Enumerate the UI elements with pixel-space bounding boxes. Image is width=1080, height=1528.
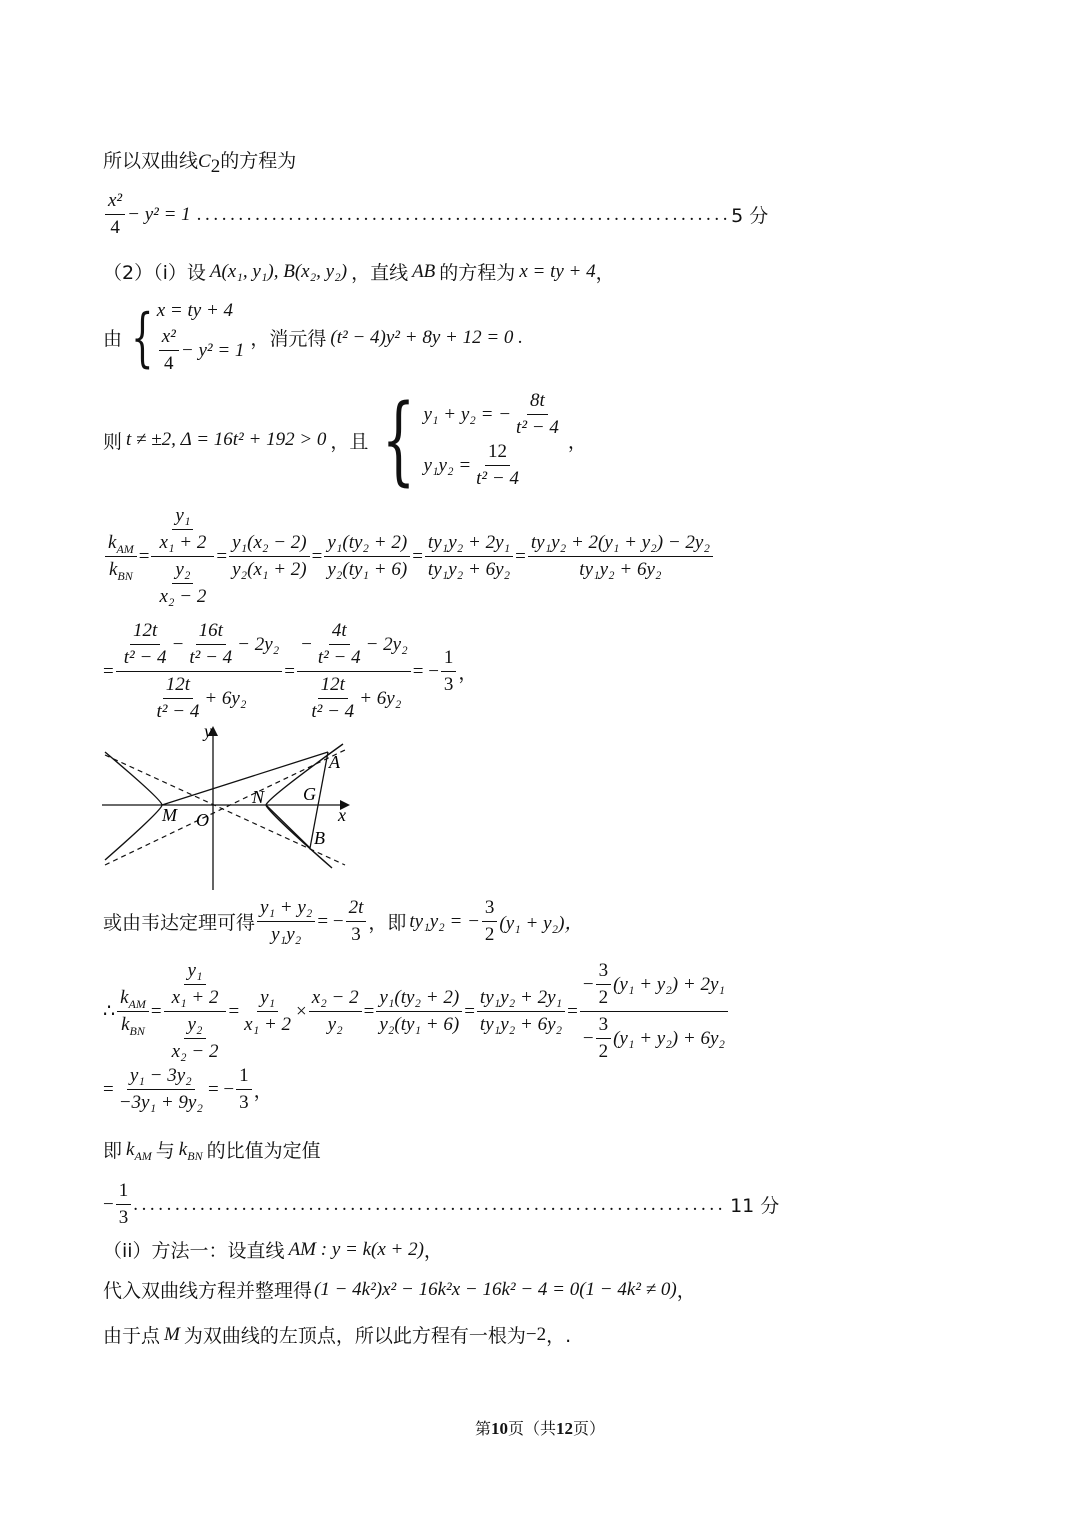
you-text: 由	[103, 328, 123, 350]
sys2-den: 4	[164, 353, 174, 374]
qie-text: ，且	[330, 430, 369, 453]
final-value-line: − $\frac{1}{3}$ ....................................................................... 11 分	[103, 1180, 780, 1228]
elim-text: ，消元得	[250, 328, 327, 350]
ratio-row-2: = $\frac{12t}{\text{t² − 4}}$ − $\frac{16t}{\text{t² − 4}}$ − 2y₂ $\frac{12t}{\text{t² − 4}}$ + 6y₂ = − $\frac{4t}{\text{t² − 4}}$ − 2y₂ $\frac{12t}{\text{t² − 4}}$ + 6y₂ = − $\frac{1}{3}$ ，	[103, 620, 478, 722]
page-number: 10	[490, 1419, 508, 1438]
vieta2-left: y₁y₂ =	[423, 454, 472, 476]
ratio-row-4: = $\frac{\text{y₁ − 3y₂}}{\text{−3y₁ + 9y₂}}$ = − $\frac{1}{3}$ ，	[103, 1065, 273, 1113]
label-y: y	[204, 721, 212, 741]
part2-mid: ，直线	[351, 262, 409, 284]
ii-text: （ii）方法一：设直线	[103, 1240, 285, 1262]
intro-text: 所以双曲线	[103, 150, 199, 172]
vieta1-den: t² − 4	[516, 417, 559, 438]
part2-points: A(x₁, y₁), B(x₂, y₂)	[209, 260, 348, 282]
elim-eq: (t² − 4)y² + 8y + 12 = 0 .	[330, 326, 523, 348]
ratio-row-1: $\frac{k_{AM}}{k_{BN}}$ = $\frac{\frac{\text{y₁}}{\text{x₁ + 2}}}{\frac{\text{y₂}}{\text{x₂ − 2}}}$ = $\frac{\text{y₁(x₂ − 2)}}{\text{y₂(x₁ + 2)}}$ = $\frac{\text{y₁(ty₂ + 2)}}{\text{y₂(ty₁ + 6)}}$ = $\frac{\text{ty₁y₂ + 2y₁}}{\text{ty₁y₂ + 6y₂}}$ = $\frac{\text{ty₁y₂ + 2(y₁ + y₂) − 2y₂}}{\text{ty₁y₂ + 6y₂}}$	[103, 505, 715, 608]
concl-mid: 与	[155, 1140, 175, 1162]
ze-text: 则	[103, 430, 123, 453]
therefore-symbol: ∴	[103, 1001, 116, 1022]
vieta-brace: {	[382, 384, 416, 496]
page-footer: 第10页（共12页）	[474, 1419, 606, 1438]
eq-rest: − y² = 1	[127, 203, 191, 225]
label-n: N	[252, 787, 265, 807]
left-brace: {	[131, 300, 154, 375]
alt-vieta-line: 或由韦达定理可得 $\frac{\text{y₁ + y₂}}{\text{y₁y₂}}$ = − $\frac{2t}{3}$ ，即 ty₁y₂ = − $\frac{3}{2}$ (y₁ + y₂)，	[103, 897, 584, 945]
concl-pre: 即	[103, 1140, 123, 1162]
vieta-conditions	[103, 384, 587, 496]
sub-eq: (1 − 4k²)x² − 16k²x − 16k² − 4 = 0(1 − 4k² ≠ 0)	[314, 1278, 677, 1300]
label-x: x	[338, 805, 346, 825]
part2-prefix: （2）（i）设	[103, 262, 206, 284]
last-mid: 为双曲线的左顶点，所以此方程有一根为	[183, 1325, 526, 1347]
c-sub: 2	[210, 155, 221, 177]
vieta2-den: t² − 4	[476, 468, 519, 489]
conclusion-line: 即 $k_{AM}$ 与 $k_{BN}$ 的比值为定值	[103, 1136, 321, 1163]
vieta1-left: y₁ + y₂ = −	[423, 403, 512, 425]
condition-eq: t ≠ ±2, Δ = 16t² + 192 > 0	[126, 429, 327, 450]
label-b: B	[314, 828, 325, 848]
vieta1-num: 8t	[527, 390, 548, 415]
score-11: 11 分	[730, 1195, 780, 1217]
substitution-line: 代入双曲线方程并整理得 (1 − 4k²)x² − 16k²x − 16k² − 4 = 0(1 − 4k² ≠ 0) ，	[103, 1276, 696, 1303]
label-g: G	[303, 784, 316, 804]
part2-end: ，	[595, 262, 615, 284]
eq-den: 4	[110, 217, 120, 238]
eq-num: x²	[105, 190, 125, 215]
score-5: 5 分	[731, 205, 769, 227]
sys2-rest: − y² = 1	[180, 339, 245, 361]
c-var: C	[198, 151, 211, 172]
alt-mid: ，即	[368, 912, 407, 934]
hyperbola-figure	[100, 720, 360, 895]
last-m: M	[164, 1323, 180, 1345]
alt-prefix: 或由韦达定理可得	[103, 912, 256, 934]
sys2-num: x²	[159, 326, 179, 351]
ii-eq: AM : y = k(x + 2)	[288, 1238, 424, 1260]
vieta2-num: 12	[485, 441, 510, 466]
part2-tail: 的方程为	[439, 262, 516, 284]
last-pre: 由于点	[103, 1325, 161, 1347]
ratio-row-3: ∴ $\frac{k_{AM}}{k_{BN}}$ = $\frac{\frac{\text{y₁}}{\text{x₁ + 2}}}{\frac{\text{y₂}}{\text{x₂ − 2}}}$ = $\frac{\text{y₁}}{\text{x₁ + 2}}$ × $\frac{\text{x₂ − 2}}{\text{y₂}}$ = $\frac{\text{y₁(ty₂ + 2)}}{\text{y₂(ty₁ + 6)}}$ = $\frac{\text{ty₁y₂ + 2y₁}}{\text{ty₁y₂ + 6y₂}}$ = − $\frac{3}{2}$ (y₁ + y₂) + 2y₁ − $\frac{3}{2}$ (y₁ + y₂) + 6y₂	[103, 960, 730, 1063]
label-o: O	[196, 810, 209, 830]
text-line-hyperbola-intro	[103, 146, 297, 177]
part-ii-line: （ii）方法一：设直线 AM : y = k(x + 2) ，	[103, 1236, 443, 1263]
sub-text: 代入双曲线方程并整理得	[103, 1280, 313, 1302]
last-val: −2	[525, 1323, 547, 1345]
label-m: M	[162, 805, 177, 825]
last-line: 由于点 M 为双曲线的左顶点，所以此方程有一根为 −2 ，.	[103, 1321, 571, 1348]
part2-intro	[103, 258, 615, 285]
label-a: A	[329, 752, 340, 772]
part2-ab: AB	[412, 260, 436, 282]
line-nb	[266, 805, 310, 848]
concl-tail: 的比值为定值	[206, 1140, 321, 1162]
system-equation	[103, 300, 523, 375]
page-total: 12	[556, 1419, 573, 1438]
system-line1: x = ty + 4	[156, 300, 234, 321]
vieta-comma: ，	[567, 430, 587, 453]
part2-line-eq: x = ty + 4	[519, 260, 596, 282]
intro-tail: 的方程为	[220, 150, 297, 172]
hyperbola-equation: $\frac{\text{x²}}{4}$ − y² = 1 ................................................................ 5 分	[103, 190, 768, 239]
